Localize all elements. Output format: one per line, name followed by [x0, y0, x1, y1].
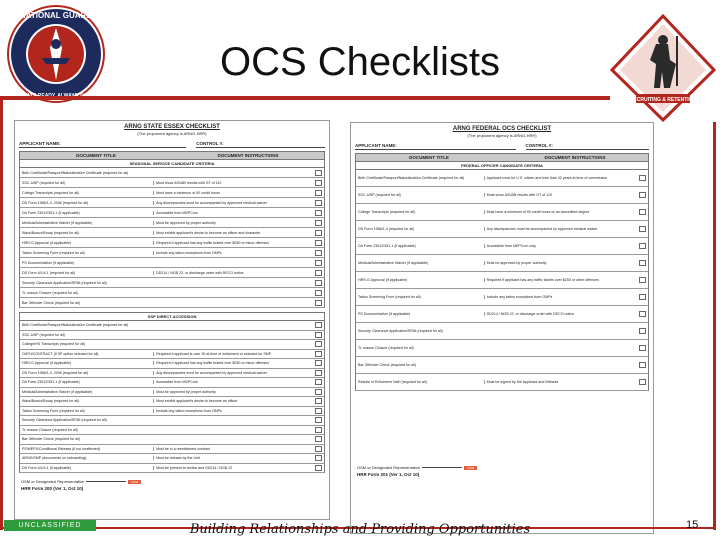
row-checkbox[interactable] [315, 341, 322, 347]
row-checkbox[interactable] [639, 362, 646, 368]
document-title: ARNG FEDERAL OCS CHECKLIST [452, 126, 552, 132]
row-instructions: Must exhibit applicant's desire to become an officer and character [153, 231, 313, 235]
row-checkbox[interactable] [315, 270, 322, 276]
row-instructions: DD214 / NGB 22, or discharge order with RECO notice [153, 271, 313, 275]
checklist-row [19, 426, 325, 436]
row-document-title: DA Form 2351/2351-1 (if applicable) [22, 210, 80, 215]
row-checkbox[interactable] [315, 417, 322, 423]
applicant-header [19, 141, 325, 148]
row-checkbox[interactable] [315, 200, 322, 206]
row-checkbox[interactable] [315, 180, 322, 186]
row-checkbox[interactable] [639, 294, 646, 300]
frame-right-rule [713, 122, 716, 530]
signature-label: OSM or Designated Representative [21, 479, 85, 484]
checklist-row [355, 340, 649, 357]
row-instructions: Required if applicant has any traffic tickets over $250 or minor offenses [153, 361, 313, 365]
checklist-row [19, 388, 325, 398]
slide-footer: Building Relationships and Providing Opportunities [189, 522, 531, 537]
row-instructions: Required if applicant is over 30 at time of enlistment or selected for SMP [153, 352, 313, 356]
section-heading: SEASONAL SERVICE CANDIDATE CRITERIA [19, 160, 325, 168]
checklist-row [19, 238, 325, 248]
row-document-title: SSC-4/DP (required for all) [358, 193, 401, 197]
row-checkbox[interactable] [315, 370, 322, 376]
row-checkbox[interactable] [315, 170, 322, 176]
applicant-name-label: APPLICANT NAME: [355, 143, 516, 150]
row-document-title: Birth Certificate/Passport/Naturalization Certificate (required for all) [22, 323, 129, 328]
state-ocs-checklist-document [14, 120, 330, 520]
checklist-row [19, 397, 325, 407]
row-instructions: Any discrepancies must be accompanied by approved medical waiver [484, 227, 637, 231]
row-instructions: Include any tattoo exceptions from OMPs [153, 251, 313, 255]
checklist-row [355, 170, 649, 187]
page-number: 15 [686, 519, 699, 531]
row-document-title: Bar Offender Check (required for all) [22, 437, 81, 442]
column-document-title: DOCUMENT TITLE [409, 155, 449, 160]
row-checkbox[interactable] [639, 345, 646, 351]
checklist-row [19, 228, 325, 238]
checklist-row [19, 178, 325, 188]
row-instructions: Required if applicant has any traffic tickets over $250 or other offenses [484, 278, 637, 282]
checklist-row [355, 289, 649, 306]
row-document-title: College/HS Transcripts (required for all) [22, 342, 86, 347]
checklist-row [19, 435, 325, 445]
column-header [19, 151, 325, 160]
row-document-title: HRR-G Approval (if applicable) [22, 240, 72, 245]
checklist-row [19, 188, 325, 198]
row-checkbox[interactable] [315, 455, 322, 461]
checklist-row [19, 278, 325, 288]
row-checkbox[interactable] [315, 322, 322, 328]
row-checkbox[interactable] [315, 389, 322, 395]
applicant-header [355, 143, 649, 150]
row-checkbox[interactable] [639, 192, 646, 198]
checklist-row [19, 359, 325, 369]
logo-text: NATIONAL GUARD [19, 11, 93, 20]
row-instructions: Required if applicant has any traffic tickets over $250 or minor offenses [153, 241, 313, 245]
row-document-title: DA Form 2351/2351-1 (if applicable) [358, 244, 416, 248]
row-checkbox[interactable] [315, 290, 322, 296]
row-checkbox[interactable] [315, 260, 322, 266]
section-rows [15, 168, 329, 308]
row-checkbox[interactable] [315, 300, 322, 306]
row-document-title: DD Form 1966/1-4 (required for all) [358, 227, 415, 231]
row-document-title: PS Documentation (if applicable) [22, 260, 75, 265]
row-checkbox[interactable] [639, 243, 646, 249]
row-document-title: Security Clearance Application/SF86 (required for all) [22, 280, 107, 285]
control-number-label: CONTROL #: [526, 143, 649, 150]
row-instructions: Must be approved by proper authority [153, 221, 313, 225]
row-checkbox[interactable] [315, 230, 322, 236]
column-header [355, 153, 649, 162]
checklist-row [355, 357, 649, 374]
checklist-row [19, 378, 325, 388]
signature-field [86, 481, 126, 482]
row-checkbox[interactable] [639, 277, 646, 283]
row-instructions: DD214 / NGB 22, or discharge order with RECO notice [484, 312, 637, 316]
row-document-title: TL reason Closure (required for all) [22, 290, 78, 295]
row-document-title: HRR-G Approval (if applicable) [22, 361, 72, 366]
checklist-row [19, 340, 325, 350]
row-checkbox[interactable] [639, 379, 646, 385]
row-checkbox[interactable] [315, 240, 322, 246]
checklist-row [19, 369, 325, 379]
checklist-row [19, 407, 325, 417]
row-checkbox[interactable] [315, 398, 322, 404]
column-document-instructions: DOCUMENT INSTRUCTIONS [217, 153, 279, 158]
document-subtitle: (The proponent agency is ARNG-HRR) [137, 131, 207, 136]
row-document-title: Wavs/Bonus/Essay (required for all) [22, 399, 80, 404]
row-document-title: DD Form 4/1/4-1 (required for all) [22, 270, 76, 275]
signature-line [21, 479, 325, 484]
column-document-title: DOCUMENT TITLE [76, 153, 116, 158]
row-checkbox[interactable] [315, 408, 322, 414]
row-document-title: Tattoo Screening Form (required for all) [22, 408, 85, 413]
row-instructions: Accessible from MEPCom only [484, 244, 637, 248]
row-document-title: Bar Offender Check (required for all) [358, 363, 417, 367]
checklist-row [19, 321, 325, 331]
applicant-name-label: APPLICANT NAME: [19, 141, 186, 148]
section-heading: SSP DIRECT ACCESSION [19, 312, 325, 321]
checklist-row [19, 208, 325, 218]
row-document-title: Wavs/Bonus/Essay (required for all) [22, 230, 80, 235]
checklist-row [355, 221, 649, 238]
row-instructions: Must have a minimum of 90 credit hours or an accredited degree [484, 210, 637, 214]
signature-line [357, 465, 649, 470]
frame-top-rule [0, 96, 610, 100]
row-document-title: DD Form 1966/1-4, 2006 (required for all) [22, 200, 89, 205]
row-document-title: TL reason Closure (required for all) [358, 346, 414, 350]
row-instructions: Must be signed by the Applicant and Witness [484, 380, 637, 384]
row-checkbox[interactable] [315, 332, 322, 338]
row-instructions: Accessible from MEPCom [153, 211, 313, 215]
row-document-title: Security Clearance Application/SF86 (required for all) [22, 418, 107, 423]
row-instructions: Any discrepancies must be accompanied by approved medical waiver [153, 201, 313, 205]
section-rows [351, 170, 653, 391]
row-document-title: SSC-4/DP (required for all) [22, 332, 65, 337]
checklist-row [355, 187, 649, 204]
badge-text: RECRUITING & RETENTION [629, 97, 697, 103]
classification-banner: UNCLASSIFIED [4, 520, 96, 531]
section-heading: FEDERAL OFFICER CANDIDATE CRITERIA [355, 162, 649, 170]
row-instructions: Must exhibit applicant's desire to become an officer [153, 399, 313, 403]
checklist-row [19, 248, 325, 258]
checklist-row [355, 272, 649, 289]
checklist-row [19, 331, 325, 341]
row-checkbox[interactable] [315, 220, 322, 226]
row-instructions: Must be present to review and DD214 / NGB 22 [153, 466, 313, 470]
row-checkbox[interactable] [315, 351, 322, 357]
row-document-title: College Transcripts (required for all) [358, 210, 416, 214]
row-instructions: Any discrepancies must be accompanied by approved medical waiver [153, 371, 313, 375]
form-number: HRR Form 201 (Ver 1, Oct 10) [357, 472, 420, 477]
section-rows [15, 321, 329, 473]
row-document-title: PS Documentation (if applicable) [358, 312, 411, 316]
checklist-row [19, 168, 325, 178]
row-checkbox[interactable] [639, 311, 646, 317]
row-document-title: Medical/Administrative Waiver (if applicable) [358, 261, 429, 265]
row-document-title: OATH/CONTRACT (if SP option selected for all) [22, 351, 99, 356]
row-checkbox[interactable] [315, 436, 322, 442]
row-document-title: Birth Certificate/Passport/Naturalization Certificate (required for all) [22, 170, 129, 175]
checklist-row [19, 268, 325, 278]
row-checkbox[interactable] [639, 209, 646, 215]
row-checkbox[interactable] [315, 280, 322, 286]
row-document-title: PS/MEPS/Conditional Release (if not unaffected) [22, 446, 101, 451]
checklist-row [19, 218, 325, 228]
signature-field [422, 467, 462, 468]
row-document-title: ARNG/SMP (documents on onboarding) [22, 456, 87, 461]
checklist-row [355, 204, 649, 221]
row-document-title: HRR-G Approval (if applicable) [358, 278, 408, 282]
row-document-title: Medical/Administrative Waiver (if applicable) [22, 220, 93, 225]
row-document-title: SSC-4/DP (required for all) [22, 180, 65, 185]
checklist-row [355, 323, 649, 340]
row-checkbox[interactable] [315, 190, 322, 196]
checklist-row [355, 306, 649, 323]
row-document-title: Tattoo Screening Form (required for all) [358, 295, 421, 299]
row-checkbox[interactable] [639, 328, 646, 334]
row-document-title: Tattoo Screening Form (required for all) [22, 250, 85, 255]
row-document-title: DD Form 1966/1-4, 2006 (required for all) [22, 370, 89, 375]
row-instructions: Must be release by the Unit [153, 456, 313, 460]
row-checkbox[interactable] [315, 465, 322, 471]
row-checkbox[interactable] [315, 427, 322, 433]
row-instructions: Must be in a reenlistment contract [153, 447, 313, 451]
checklist-row [19, 298, 325, 308]
checklist-row [355, 374, 649, 391]
row-instructions: Must show ASVAB results with GT of 110 [484, 193, 637, 197]
column-document-instructions: DOCUMENT INSTRUCTIONS [544, 155, 606, 160]
checklist-row [19, 464, 325, 474]
row-checkbox[interactable] [315, 446, 322, 452]
row-document-title: Bar Offender Check (required for all) [22, 300, 81, 305]
row-document-title: DD Form 4/1/4-1 (if applicable) [22, 465, 72, 470]
row-instructions: Applicant must be U.S. citizen and less than 42 years at time of commission [484, 176, 637, 180]
row-document-title: Security Clearance Application/SF86 (required for all) [358, 329, 443, 333]
document-subtitle: (The proponent agency is ARNG-HRR) [467, 133, 537, 138]
row-checkbox[interactable] [639, 175, 646, 181]
checklist-row [19, 454, 325, 464]
checklist-row [19, 416, 325, 426]
row-document-title: TL reason Closure (required for all) [22, 427, 78, 432]
row-instructions: Must be approved by proper authority [153, 390, 313, 394]
row-document-title: DA Form 2351/2351-1 (if applicable) [22, 380, 80, 385]
row-checkbox[interactable] [639, 260, 646, 266]
checklist-row [19, 288, 325, 298]
row-checkbox[interactable] [315, 360, 322, 366]
row-checkbox[interactable] [315, 250, 322, 256]
row-instructions: Must have a minimum of 90 credit hours [153, 191, 313, 195]
row-instructions: Include any tattoo exceptions from OMPs [484, 295, 637, 299]
control-number-label: CONTROL #: [196, 141, 325, 148]
checklist-row [19, 350, 325, 360]
initial-badge: Initial [128, 480, 141, 484]
row-document-title: Birth Certificate/Passport/Naturalization Certificate (required for all) [358, 176, 465, 180]
row-instructions: Must show ASVAB results with GT of 110 [153, 181, 313, 185]
checklist-row [355, 255, 649, 272]
row-checkbox[interactable] [315, 379, 322, 385]
frame-left-rule [0, 100, 3, 530]
row-document-title: Medical/Administrative Waiver (if applicable) [22, 389, 93, 394]
checklist-row [19, 445, 325, 455]
row-instructions: Must be approved by proper authority [484, 261, 637, 265]
checklist-row [19, 198, 325, 208]
form-number: HRR Form 200 (Ver 1, Oct 10) [21, 486, 84, 491]
document-title: ARNG STATE ESSEX CHECKLIST [124, 124, 220, 130]
slide-title: OCS Checklists [219, 40, 501, 84]
row-checkbox[interactable] [639, 226, 646, 232]
row-document-title: College Transcripts (required for all) [22, 190, 80, 195]
signature-label: OSM or Designated Representative [357, 465, 421, 470]
checklist-row [19, 258, 325, 268]
row-instructions: Include any tattoo exceptions from OMPs [153, 409, 313, 413]
row-instructions: Accessible from MEPCom [153, 380, 313, 384]
checklist-row [355, 238, 649, 255]
initial-badge: Initial [464, 466, 477, 470]
row-checkbox[interactable] [315, 210, 322, 216]
federal-ocs-checklist-document [350, 122, 654, 534]
row-document-title: Results of Enlistment Oath (required for all) [358, 380, 427, 384]
